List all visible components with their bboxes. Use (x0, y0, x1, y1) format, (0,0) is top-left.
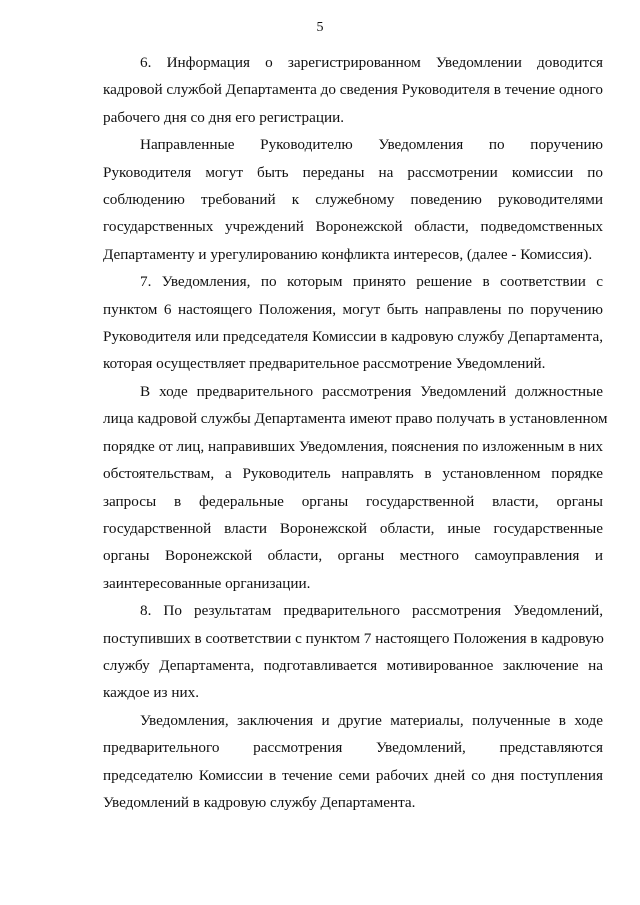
text-line: которая осуществляет предварительное рассмотрение Уведомлений. (103, 355, 546, 373)
text-line: лица кадровой службы Департамента имеют право получать в установленном (103, 410, 608, 428)
text-line: Уведомления, заключения и другие материалы, полученные в ходе (140, 711, 603, 729)
text-line: Руководителя могут быть переданы на рассмотрении комиссии по (103, 163, 603, 181)
text-line: 6. Информация о зарегистрированном Уведомлении доводится (140, 54, 603, 71)
text-line: рабочего дня со дня его регистрации. (103, 108, 345, 126)
text-line: порядке от лиц, направивших Уведомления, пояснения по изложенным в них (103, 437, 603, 455)
text-line: 8. По результатам предварительного рассмотрения Уведомлений, (140, 602, 603, 620)
text-line: обстоятельствам, а Руководитель направлять в установленном порядке (103, 465, 603, 483)
text-line: В ходе предварительного рассмотрения Уведомлений должностные (140, 382, 603, 400)
text-line: поступивших в соответствии с пунктом 7 настоящего Положения в кадровую (103, 629, 604, 647)
text-line: службу Департамента, подготавливается мотивированное заключение на (103, 656, 603, 674)
paragraph-6 (103, 49, 603, 131)
paragraph-8-continued (103, 707, 603, 817)
text-line: каждое из них. (103, 684, 199, 702)
text-line: Руководителя или председателя Комиссии в кадровую службу Департамента, (103, 328, 603, 346)
text-line: запросы в федеральные органы государственной власти, органы (103, 492, 603, 510)
text-line: государственных учреждений Воронежской области, подведомственных (103, 218, 603, 236)
document-body (103, 49, 608, 816)
text-line: государственной власти Воронежской области, иные государственные (103, 519, 603, 537)
paragraph-7 (103, 268, 603, 378)
text-line: предварительного рассмотрения Уведомлений, представляются (103, 739, 603, 757)
text-line: пунктом 6 настоящего Положения, могут быть направлены по поручению (103, 300, 603, 318)
paragraph-6-continued (103, 131, 603, 268)
text-line: соблюдению требований к служебному поведению руководителями (103, 191, 603, 209)
text-line: кадровой службой Департамента до сведения Руководителя в течение одного (103, 81, 603, 99)
text-line: органы Воронежской области, органы местного самоуправления и (103, 547, 603, 565)
text-line: Направленные Руководителю Уведомления по поручению (140, 136, 603, 154)
page-number: 5 (316, 20, 324, 35)
text-line: Уведомлений в кадровую службу Департамента. (103, 793, 416, 811)
text-line: заинтересованные организации. (103, 574, 311, 592)
text-line: Департаменту и урегулированию конфликта интересов, (далее - Комиссия). (103, 245, 593, 263)
text-line: 7. Уведомления, по которым принято решение в соответствии с (140, 273, 603, 291)
paragraph-8 (103, 597, 603, 707)
text-line: председателю Комиссии в течение семи рабочих дней со дня поступления (103, 766, 603, 784)
paragraph-7-continued (103, 378, 608, 597)
